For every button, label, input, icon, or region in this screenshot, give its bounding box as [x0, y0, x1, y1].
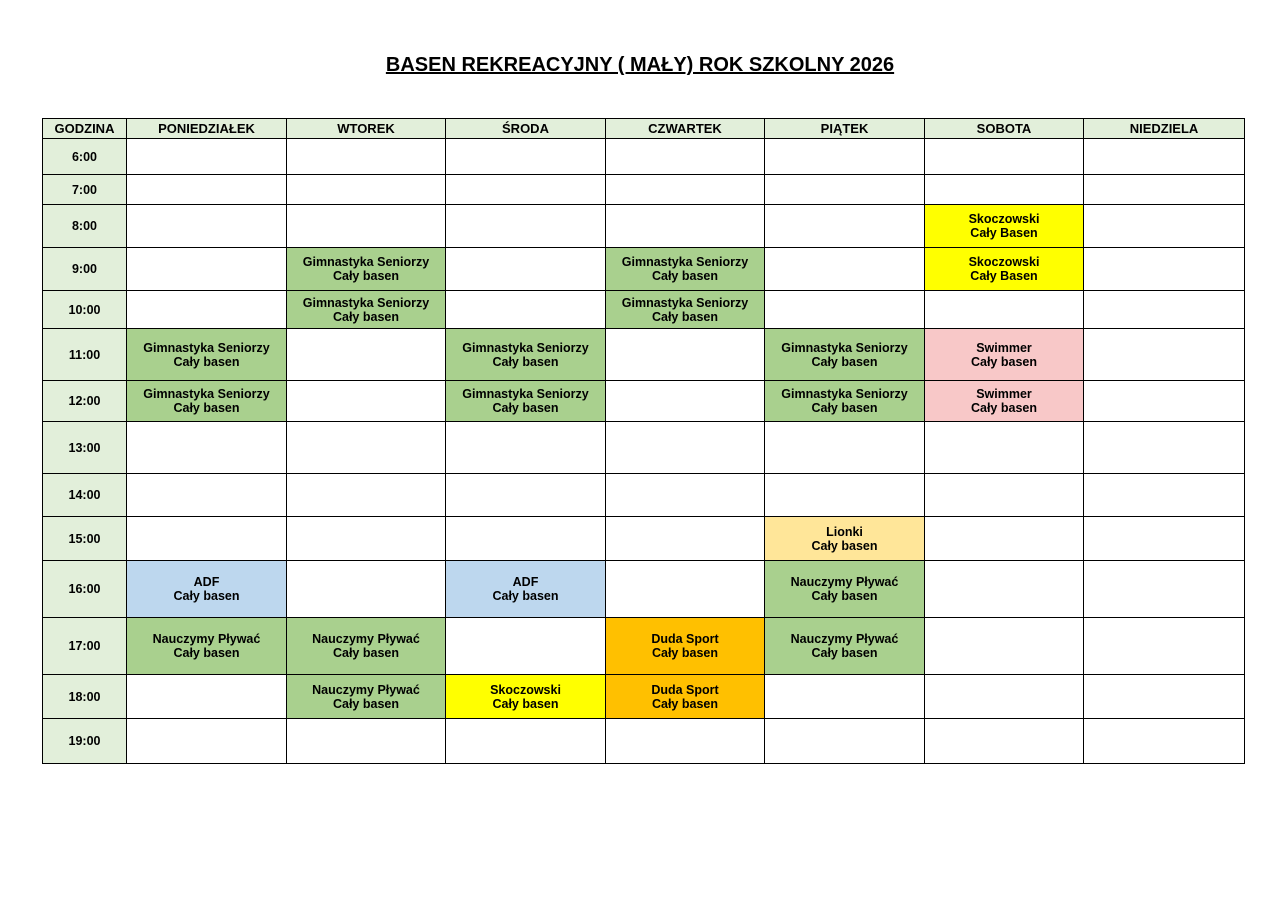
schedule-cell: [446, 248, 606, 291]
schedule-cell: [127, 675, 287, 719]
schedule-cell: [765, 329, 925, 381]
table-row: [43, 139, 1245, 175]
schedule-cell: [127, 561, 287, 618]
activity-area: Cały basen: [811, 354, 878, 369]
schedule-cell: [925, 719, 1084, 764]
hour-cell: 7:00: [43, 175, 127, 205]
hour-cell: 12:00: [43, 381, 127, 422]
schedule-cell: [925, 517, 1084, 561]
schedule-cell: [1084, 205, 1245, 248]
activity-area: Cały basen: [651, 646, 718, 660]
hour-cell: 11:00: [43, 329, 127, 381]
activity-name: Skoczowski: [968, 212, 1040, 226]
activity-area: Cały basen: [332, 269, 399, 283]
schedule-cell: [127, 422, 287, 474]
schedule-body: [43, 139, 1245, 764]
schedule-cell: [1084, 474, 1245, 517]
schedule-cell: [925, 205, 1084, 248]
schedule-cell: [1084, 517, 1245, 561]
schedule-cell: [765, 291, 925, 329]
activity-area: Cały basen: [332, 309, 399, 324]
schedule-cell: [765, 561, 925, 618]
schedule-cell: [287, 561, 446, 618]
schedule-cell: [925, 381, 1084, 422]
schedule-cell: [1084, 248, 1245, 291]
activity-name: Duda Sport: [651, 682, 719, 697]
schedule-cell: [606, 381, 765, 422]
activity-name: Swimmer: [976, 340, 1032, 355]
schedule-cell: [765, 175, 925, 205]
activity-name: Gimnastyka Seniorzy: [143, 387, 270, 401]
schedule-cell: [127, 517, 287, 561]
schedule-cell: [1084, 561, 1245, 618]
table-row: [43, 474, 1245, 517]
schedule-cell: [606, 719, 765, 764]
schedule-cell: [446, 675, 606, 719]
activity-name: Gimnastyka Seniorzy: [462, 340, 589, 355]
schedule-cell: [287, 291, 446, 329]
schedule-cell: [446, 139, 606, 175]
table-row: [43, 329, 1245, 381]
schedule-cell: [606, 474, 765, 517]
schedule-cell: [925, 422, 1084, 474]
schedule-cell: [925, 675, 1084, 719]
schedule-cell: [765, 139, 925, 175]
schedule-cell: [287, 474, 446, 517]
header-wtorek: WTOREK: [287, 119, 446, 139]
activity-name: Gimnastyka Seniorzy: [462, 387, 589, 401]
hour-cell: 17:00: [43, 618, 127, 675]
activity-name: Gimnastyka Seniorzy: [302, 255, 430, 269]
activity-area: Cały basen: [651, 696, 718, 711]
activity-name: Gimnastyka Seniorzy: [143, 340, 270, 355]
schedule-cell: [925, 618, 1084, 675]
schedule-cell: [287, 719, 446, 764]
schedule-cell: [1084, 291, 1245, 329]
activity-area: Cały basen: [492, 589, 559, 603]
schedule-cell: [287, 422, 446, 474]
table-row: [43, 381, 1245, 422]
hour-cell: 19:00: [43, 719, 127, 764]
schedule-cell: [765, 618, 925, 675]
schedule-cell: [606, 329, 765, 381]
schedule-cell: [1084, 329, 1245, 381]
hour-cell: 18:00: [43, 675, 127, 719]
schedule-cell: [446, 422, 606, 474]
schedule-cell: [1084, 675, 1245, 719]
header-czwartek: CZWARTEK: [606, 119, 765, 139]
activity-name: Lionki: [826, 524, 863, 539]
activity-area: Cały basen: [811, 538, 878, 553]
schedule-cell: [287, 139, 446, 175]
page-title: BASEN REKREACYJNY ( MAŁY) ROK SZKOLNY 2026: [385, 54, 895, 76]
schedule-cell: [765, 248, 925, 291]
schedule-cell: [1084, 618, 1245, 675]
schedule-cell: [446, 561, 606, 618]
header-godzina: GODZINA: [43, 119, 127, 139]
schedule-cell: [127, 381, 287, 422]
activity-area: Cały basen: [811, 646, 878, 660]
table-row: [43, 618, 1245, 675]
schedule-cell: [1084, 139, 1245, 175]
activity-name: Gimnastyka Seniorzy: [302, 295, 430, 310]
table-row: [43, 675, 1245, 719]
activity-area: Cały basen: [492, 401, 559, 415]
header-sroda: ŚRODA: [446, 119, 606, 139]
activity-name: ADF: [512, 575, 539, 589]
activity-area: Cały basen: [811, 589, 878, 603]
schedule-cell: [127, 291, 287, 329]
hour-cell: 8:00: [43, 205, 127, 248]
activity-name: Nauczymy Pływać: [312, 632, 420, 646]
schedule-cell: [765, 719, 925, 764]
activity-name: Duda Sport: [651, 632, 719, 646]
table-row: [43, 248, 1245, 291]
activity-area: Cały basen: [332, 646, 399, 660]
schedule-cell: [606, 205, 765, 248]
schedule-cell: [925, 139, 1084, 175]
schedule-cell: [446, 474, 606, 517]
table-row: [43, 719, 1245, 764]
schedule-cell: [287, 675, 446, 719]
table-row: [43, 517, 1245, 561]
header-poniedzialek: PONIEDZIAŁEK: [127, 119, 287, 139]
hour-cell: 10:00: [43, 291, 127, 329]
schedule-cell: [606, 175, 765, 205]
schedule-cell: [925, 175, 1084, 205]
header-row: [43, 119, 1245, 139]
schedule-cell: [446, 291, 606, 329]
activity-area: Cały basen: [651, 309, 718, 324]
schedule-cell: [606, 561, 765, 618]
schedule-cell: [127, 329, 287, 381]
schedule-cell: [127, 474, 287, 517]
schedule-cell: [606, 248, 765, 291]
schedule-cell: [925, 474, 1084, 517]
activity-name: Skoczowski: [490, 682, 561, 697]
schedule-cell: [925, 329, 1084, 381]
schedule-cell: [606, 517, 765, 561]
header-sobota: SOBOTA: [925, 119, 1084, 139]
schedule-cell: [765, 474, 925, 517]
schedule-cell: [127, 139, 287, 175]
schedule-cell: [765, 422, 925, 474]
schedule-cell: [287, 248, 446, 291]
schedule-cell: [1084, 422, 1245, 474]
table-row: [43, 291, 1245, 329]
schedule-cell: [1084, 381, 1245, 422]
activity-area: Cały basen: [332, 696, 399, 711]
schedule-cell: [606, 422, 765, 474]
activity-name: Skoczowski: [968, 255, 1040, 269]
schedule-cell: [446, 719, 606, 764]
schedule-cell: [925, 561, 1084, 618]
activity-area: Cały basen: [651, 269, 718, 283]
table-row: [43, 422, 1245, 474]
activity-area: Cały Basen: [970, 226, 1038, 240]
schedule-cell: [127, 175, 287, 205]
activity-name: Gimnastyka Seniorzy: [621, 255, 749, 269]
schedule-cell: [127, 205, 287, 248]
schedule-cell: [446, 175, 606, 205]
schedule-cell: [446, 517, 606, 561]
schedule-cell: [287, 205, 446, 248]
header-niedziela: NIEDZIELA: [1084, 119, 1245, 139]
schedule-cell: [925, 291, 1084, 329]
activity-name: ADF: [193, 575, 220, 589]
schedule-cell: [606, 675, 765, 719]
schedule-cell: [287, 517, 446, 561]
activity-area: Cały basen: [173, 354, 240, 369]
schedule-cell: [765, 205, 925, 248]
activity-name: Gimnastyka Seniorzy: [621, 295, 749, 310]
schedule-cell: [925, 248, 1084, 291]
activity-name: Nauczymy Pływać: [790, 575, 899, 589]
activity-area: Cały basen: [811, 401, 878, 415]
activity-name: Nauczymy Pływać: [312, 682, 420, 697]
schedule-cell: [127, 618, 287, 675]
schedule-cell: [606, 291, 765, 329]
hour-cell: 14:00: [43, 474, 127, 517]
activity-area: Cały Basen: [970, 269, 1038, 283]
schedule-cell: [287, 329, 446, 381]
schedule-cell: [606, 139, 765, 175]
activity-area: Cały basen: [970, 354, 1037, 369]
activity-name: Nauczymy Pływać: [152, 632, 261, 646]
activity-area: Cały basen: [492, 354, 559, 369]
activity-area: Cały basen: [173, 646, 240, 660]
header-piatek: PIĄTEK: [765, 119, 925, 139]
schedule-cell: [446, 205, 606, 248]
schedule-cell: [287, 175, 446, 205]
schedule-cell: [446, 618, 606, 675]
hour-cell: 9:00: [43, 248, 127, 291]
schedule-cell: [765, 517, 925, 561]
activity-name: Swimmer: [976, 387, 1032, 401]
table-row: [43, 561, 1245, 618]
activity-area: Cały basen: [173, 401, 240, 415]
hour-cell: 13:00: [43, 422, 127, 474]
schedule-cell: [606, 618, 765, 675]
activity-area: Cały basen: [492, 696, 559, 711]
schedule-cell: [287, 618, 446, 675]
schedule-cell: [765, 675, 925, 719]
activity-name: Nauczymy Pływać: [790, 632, 899, 646]
schedule-cell: [446, 329, 606, 381]
table-row: [43, 175, 1245, 205]
activity-area: Cały basen: [970, 401, 1037, 415]
activity-name: Gimnastyka Seniorzy: [781, 340, 908, 355]
hour-cell: 6:00: [43, 139, 127, 175]
schedule-cell: [1084, 719, 1245, 764]
schedule-cell: [127, 248, 287, 291]
schedule-cell: [765, 381, 925, 422]
schedule-cell: [1084, 175, 1245, 205]
schedule-table: [42, 118, 1245, 764]
schedule-cell: [287, 381, 446, 422]
hour-cell: 16:00: [43, 561, 127, 618]
hour-cell: 15:00: [43, 517, 127, 561]
table-row: [43, 205, 1245, 248]
schedule-cell: [446, 381, 606, 422]
activity-name: Gimnastyka Seniorzy: [781, 387, 908, 401]
schedule-cell: [127, 719, 287, 764]
activity-area: Cały basen: [173, 589, 240, 603]
